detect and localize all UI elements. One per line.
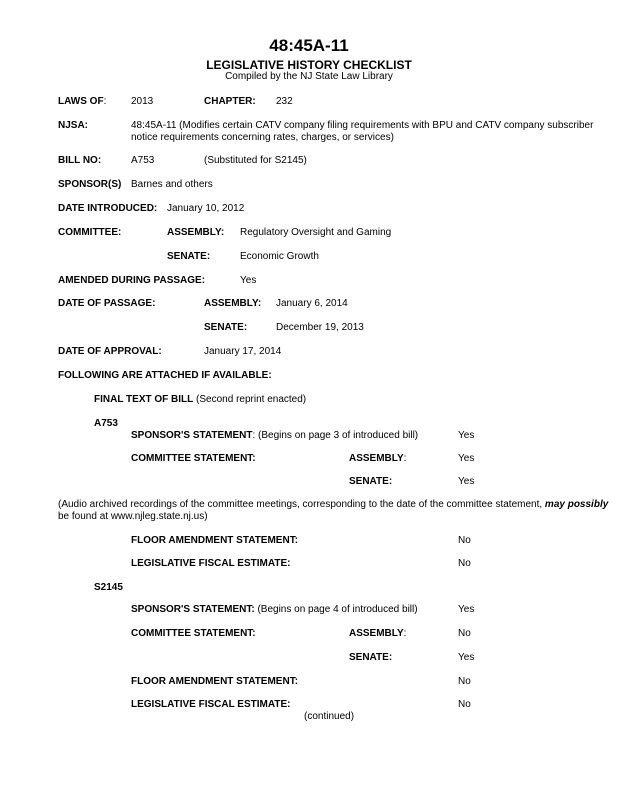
njsa-line-2: notice requirements concerning rates, charges, or services) bbox=[131, 132, 394, 143]
laws-of-label: LAWS OF: bbox=[58, 96, 107, 107]
passage-assembly-label: ASSEMBLY: bbox=[204, 298, 262, 309]
s2145-fiscal-estimate-value: No bbox=[458, 699, 471, 710]
a753-senate-value: Yes bbox=[458, 476, 475, 487]
sponsor-label: SPONSOR(S) bbox=[58, 179, 122, 190]
bill-no-note: (Substituted for S2145) bbox=[204, 155, 307, 166]
a753-heading: A753 bbox=[94, 418, 118, 429]
s2145-floor-amendment-value: No bbox=[458, 676, 471, 687]
a753-floor-amendment-label: FLOOR AMENDMENT STATEMENT: bbox=[131, 535, 299, 546]
a753-assembly-label: ASSEMBLY: bbox=[349, 453, 407, 464]
s2145-assembly-label: ASSEMBLY: bbox=[349, 628, 407, 639]
s2145-fiscal-estimate-label: LEGISLATIVE FISCAL ESTIMATE: bbox=[131, 699, 291, 710]
a753-committee-statement-label: COMMITTEE STATEMENT: bbox=[131, 453, 256, 464]
continued-note: (continued) bbox=[304, 711, 355, 722]
laws-of-year: 2013 bbox=[131, 96, 154, 107]
chapter-label: CHAPTER: bbox=[204, 96, 256, 107]
a753-senate-label: SENATE: bbox=[349, 476, 393, 487]
following-attached-heading: FOLLOWING ARE ATTACHED IF AVAILABLE: bbox=[58, 370, 272, 381]
s2145-sponsor-statement-value: Yes bbox=[458, 604, 475, 615]
s2145-assembly-value: No bbox=[458, 628, 471, 639]
bill-no-value: A753 bbox=[131, 155, 155, 166]
s2145-floor-amendment-label: FLOOR AMENDMENT STATEMENT: bbox=[131, 676, 299, 687]
njsa-line-1: 48:45A-11 (Modifies certain CATV company filing requirements with BPU and CATV company subscriber bbox=[131, 120, 594, 131]
passage-senate-value: December 19, 2013 bbox=[276, 322, 364, 333]
a753-fiscal-estimate-value: No bbox=[458, 558, 471, 569]
committee-label: COMMITTEE: bbox=[58, 227, 122, 238]
compiled-by: Compiled by the NJ State Law Library bbox=[225, 71, 393, 82]
passage-senate-label: SENATE: bbox=[204, 322, 248, 333]
chapter-value: 232 bbox=[276, 96, 293, 107]
document-title: LEGISLATIVE HISTORY CHECKLIST bbox=[206, 58, 412, 72]
a753-fiscal-estimate-label: LEGISLATIVE FISCAL ESTIMATE: bbox=[131, 558, 291, 569]
a753-sponsor-statement-value: Yes bbox=[458, 430, 475, 441]
committee-senate-label: SENATE: bbox=[167, 251, 211, 262]
njsa-label: NJSA: bbox=[58, 120, 89, 131]
date-of-passage-label: DATE OF PASSAGE: bbox=[58, 298, 156, 309]
s2145-senate-label: SENATE: bbox=[349, 652, 393, 663]
a753-floor-amendment-value: No bbox=[458, 535, 471, 546]
bill-no-label: BILL NO: bbox=[58, 155, 102, 166]
audio-note-line-1: (Audio archived recordings of the committee meetings, corresponding to the date of the committee statement, may possibly bbox=[58, 499, 609, 510]
date-of-approval-value: January 17, 2014 bbox=[204, 346, 282, 357]
document-code: 48:45A-11 bbox=[269, 36, 349, 55]
committee-assembly-value: Regulatory Oversight and Gaming bbox=[240, 227, 392, 238]
date-introduced-label: DATE INTRODUCED: bbox=[58, 203, 158, 214]
a753-sponsor-statement: SPONSOR'S STATEMENT: (Begins on page 3 of introduced bill) bbox=[131, 430, 419, 441]
date-introduced-value: January 10, 2012 bbox=[167, 203, 245, 214]
s2145-sponsor-statement: SPONSOR'S STATEMENT: (Begins on page 4 of introduced bill) bbox=[131, 604, 418, 615]
committee-senate-value: Economic Growth bbox=[240, 251, 319, 262]
date-of-approval-label: DATE OF APPROVAL: bbox=[58, 346, 162, 357]
passage-assembly-value: January 6, 2014 bbox=[276, 298, 348, 309]
s2145-committee-statement-label: COMMITTEE STATEMENT: bbox=[131, 628, 256, 639]
amended-value: Yes bbox=[240, 275, 257, 286]
s2145-senate-value: Yes bbox=[458, 652, 475, 663]
committee-assembly-label: ASSEMBLY: bbox=[167, 227, 225, 238]
amended-label: AMENDED DURING PASSAGE: bbox=[58, 275, 206, 286]
a753-assembly-value: Yes bbox=[458, 453, 475, 464]
s2145-heading: S2145 bbox=[94, 582, 123, 593]
audio-note-line-2: be found at www.njleg.state.nj.us) bbox=[58, 511, 208, 522]
sponsor-value: Barnes and others bbox=[131, 179, 213, 190]
final-text-line: FINAL TEXT OF BILL (Second reprint enacted) bbox=[94, 394, 307, 405]
